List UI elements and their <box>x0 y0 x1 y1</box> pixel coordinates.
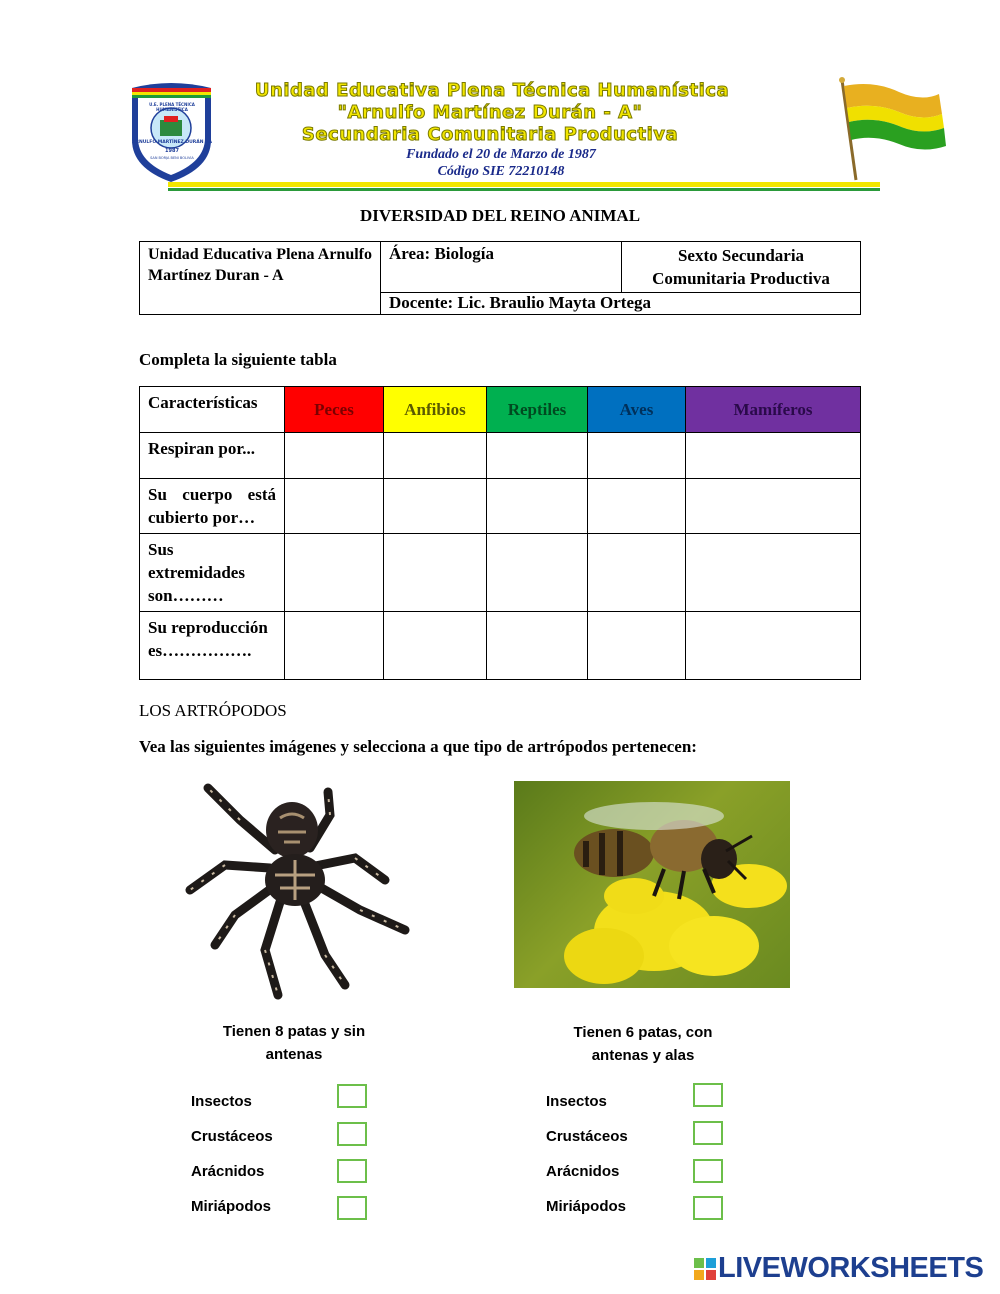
answer-cell[interactable] <box>588 479 686 534</box>
grade-line2: Comunitaria Productiva <box>652 269 830 288</box>
answer-cell[interactable] <box>384 534 487 612</box>
col-anfibios <box>384 387 487 433</box>
answer-cell[interactable] <box>686 612 861 680</box>
answer-cell[interactable] <box>384 433 487 479</box>
row-reproduccion-label: Su reproducción es……………. <box>148 618 268 660</box>
crest-place: SAN BORJA BENI BOLIVIA <box>150 156 194 160</box>
grade-cell <box>622 242 861 293</box>
crest-text-top: U.E. PLENA TÉCNICA HUMANÍSTICA <box>149 102 195 112</box>
row-label <box>140 612 285 680</box>
card2-caption-line2: antenas y alas <box>591 1047 695 1064</box>
answer-cell[interactable] <box>285 534 384 612</box>
col-aves <box>588 387 686 433</box>
card2-checkbox-crustaceos[interactable] <box>693 1121 723 1145</box>
card1-caption <box>194 1020 394 1066</box>
row-label <box>140 534 285 612</box>
table-row <box>140 612 861 680</box>
answer-cell[interactable] <box>686 534 861 612</box>
answer-cell[interactable] <box>487 534 588 612</box>
header-rule-yellow <box>168 182 880 187</box>
card1-caption-line1: Tienen 8 patas y sin <box>222 1023 366 1040</box>
col-mamiferos-label: Mamíferos <box>733 399 813 419</box>
crest-year: 1987 <box>165 148 179 154</box>
answer-cell[interactable] <box>285 433 384 479</box>
school-cell-text: Unidad Educativa Plena Arnulfo Martínez Duran - A <box>148 246 372 284</box>
answer-cell[interactable] <box>384 612 487 680</box>
table-row <box>140 534 861 612</box>
corner-label: Características <box>148 393 258 412</box>
liveworksheets-brand[interactable]: LIVEWORKSHEETS <box>718 1252 984 1284</box>
card2-option-aracnidos: Arácnidos <box>546 1163 620 1180</box>
corner-cell <box>140 387 285 433</box>
school-name-line2: "Arnulfo Martínez Durán - A" <box>337 102 643 123</box>
card2-option-insectos: Insectos <box>546 1093 607 1110</box>
card1-option-insectos: Insectos <box>191 1093 252 1110</box>
table-row <box>140 433 861 479</box>
answer-cell[interactable] <box>285 612 384 680</box>
instructions: Completa la siguiente tabla <box>139 350 337 369</box>
col-anfibios-label: Anfibios <box>404 399 466 419</box>
card1-option-aracnidos: Arácnidos <box>191 1163 265 1180</box>
teacher-cell <box>381 293 861 315</box>
classification-table <box>139 386 861 680</box>
question-text: Vea las siguientes imágenes y selecciona a que tipo de artrópodos pertenecen: <box>139 737 697 756</box>
col-peces-label: Peces <box>314 399 354 419</box>
card2-caption-line1: Tienen 6 patas, con <box>573 1024 713 1041</box>
col-aves-label: Aves <box>619 399 654 419</box>
grade-line1: Sexto Secundaria <box>677 246 805 265</box>
answer-cell[interactable] <box>487 433 588 479</box>
page-title: DIVERSIDAD DEL REINO ANIMAL <box>359 206 641 225</box>
card1-option-crustaceos: Crustáceos <box>191 1128 273 1145</box>
answer-cell[interactable] <box>588 534 686 612</box>
school-name-line3: Secundaria Comunitaria Productiva <box>301 124 679 145</box>
card2-caption <box>543 1021 743 1067</box>
answer-cell[interactable] <box>384 479 487 534</box>
card1-checkbox-crustaceos[interactable] <box>337 1122 367 1146</box>
row-respiran-label: Respiran por... <box>148 439 256 458</box>
answer-cell[interactable] <box>588 433 686 479</box>
area-cell <box>381 242 622 293</box>
table-row <box>140 479 861 534</box>
school-cell <box>140 242 381 315</box>
liveworksheets-logo <box>694 1258 716 1280</box>
card2-checkbox-insectos[interactable] <box>693 1083 723 1107</box>
spider-image <box>180 780 410 1002</box>
area-text: Área: Biología <box>389 244 494 263</box>
header-rule-green <box>168 188 880 191</box>
flag-image <box>834 76 949 184</box>
crest-text-bottom: ARNULFO MARTÍNEZ DURÁN - A <box>132 140 212 145</box>
sie-code: Código SIE 72210148 <box>437 164 565 179</box>
teacher-text: Docente: Lic. Braulio Mayta Ortega <box>389 293 652 312</box>
card2-checkbox-miriapodos[interactable] <box>693 1196 723 1220</box>
card2-option-crustaceos: Crustáceos <box>546 1128 628 1145</box>
answer-cell[interactable] <box>686 433 861 479</box>
answer-cell[interactable] <box>686 479 861 534</box>
school-name-line1: Unidad Educativa Plena Técnica Humanística <box>254 80 730 101</box>
row-label <box>140 479 285 534</box>
answer-cell[interactable] <box>285 479 384 534</box>
row-label <box>140 433 285 479</box>
col-reptiles <box>487 387 588 433</box>
card1-checkbox-aracnidos[interactable] <box>337 1159 367 1183</box>
row-cuerpo-label: Su cuerpo está cubierto por… <box>148 485 276 527</box>
card2-option-miriapodos: Miriápodos <box>546 1198 627 1215</box>
col-mamiferos <box>686 387 861 433</box>
card2-checkbox-aracnidos[interactable] <box>693 1159 723 1183</box>
row-extremidades-label: Sus extremidades son……… <box>148 540 245 605</box>
answer-cell[interactable] <box>487 612 588 680</box>
col-reptiles-label: Reptiles <box>507 399 567 419</box>
card1-caption-line2: antenas <box>265 1046 323 1063</box>
school-crest <box>124 80 219 184</box>
answer-cell[interactable] <box>487 479 588 534</box>
card1-option-miriapodos: Miriápodos <box>191 1198 272 1215</box>
col-peces <box>285 387 384 433</box>
bee-image <box>514 781 790 988</box>
card1-checkbox-miriapodos[interactable] <box>337 1196 367 1220</box>
section-title: LOS ARTRÓPODOS <box>139 701 287 720</box>
info-table <box>139 241 861 315</box>
answer-cell[interactable] <box>588 612 686 680</box>
card1-checkbox-insectos[interactable] <box>337 1084 367 1108</box>
table-header-row <box>140 387 861 433</box>
founded-date: Fundado el 20 de Marzo de 1987 <box>406 147 596 162</box>
